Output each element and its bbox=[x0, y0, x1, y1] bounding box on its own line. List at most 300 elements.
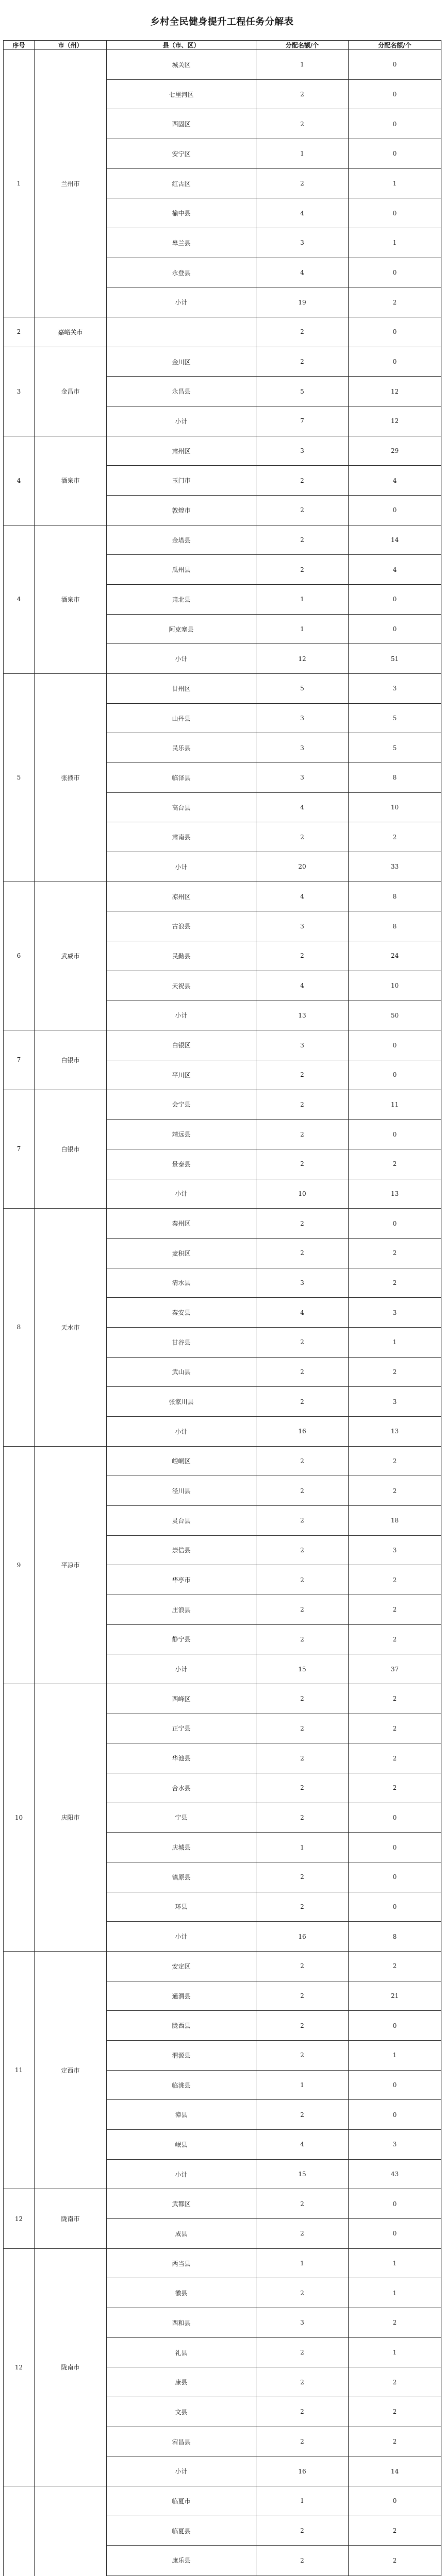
row-alloc-b: 5 bbox=[349, 703, 441, 733]
table-row bbox=[4, 1952, 441, 1981]
row-no: 9 bbox=[4, 1446, 35, 1684]
table-row bbox=[4, 1090, 441, 1120]
row-alloc-a: 2 bbox=[256, 2100, 349, 2130]
row-alloc-a: 1 bbox=[256, 614, 349, 644]
row-county: 礼县 bbox=[107, 2337, 256, 2367]
row-alloc-b: 24 bbox=[349, 941, 441, 971]
row-alloc-a: 2 bbox=[256, 2041, 349, 2071]
row-alloc-b: 3 bbox=[349, 1535, 441, 1565]
row-alloc-b: 0 bbox=[349, 1803, 441, 1833]
row-alloc-a: 2 bbox=[256, 941, 349, 971]
row-alloc-a: 16 bbox=[256, 2456, 349, 2486]
row-city: 天水市 bbox=[35, 1209, 107, 1446]
row-alloc-a: 2 bbox=[256, 1684, 349, 1714]
header-county: 县（市、区） bbox=[107, 41, 256, 50]
table-row bbox=[4, 1030, 441, 1060]
row-county: 清水县 bbox=[107, 1268, 256, 1298]
row-county: 瓜州县 bbox=[107, 555, 256, 585]
row-alloc-a: 2 bbox=[256, 2219, 349, 2249]
row-alloc-a: 1 bbox=[256, 2248, 349, 2278]
row-alloc-a: 5 bbox=[256, 377, 349, 406]
row-county: 红古区 bbox=[107, 168, 256, 198]
row-alloc-a: 2 bbox=[256, 1505, 349, 1535]
row-alloc-a: 2 bbox=[256, 1535, 349, 1565]
row-county: 徽县 bbox=[107, 2278, 256, 2308]
row-county: 临泽县 bbox=[107, 763, 256, 793]
row-alloc-a: 3 bbox=[256, 2308, 349, 2338]
row-alloc-b: 8 bbox=[349, 882, 441, 911]
row-county: 高台县 bbox=[107, 792, 256, 822]
row-county: 小计 bbox=[107, 852, 256, 882]
row-alloc-a: 2 bbox=[256, 1327, 349, 1357]
row-alloc-b: 1 bbox=[349, 2337, 441, 2367]
row-alloc-a: 13 bbox=[256, 1001, 349, 1030]
row-alloc-b: 4 bbox=[349, 466, 441, 496]
row-county: 漳县 bbox=[107, 2100, 256, 2130]
row-no: 3 bbox=[4, 347, 35, 436]
row-county: 靖远县 bbox=[107, 1120, 256, 1149]
table-row bbox=[4, 1209, 441, 1239]
row-county: 文县 bbox=[107, 2397, 256, 2427]
table-row bbox=[4, 1446, 441, 1476]
row-county: 环县 bbox=[107, 1892, 256, 1922]
row-alloc-b: 1 bbox=[349, 2278, 441, 2308]
allocation-table bbox=[3, 40, 441, 2576]
table-row bbox=[4, 2189, 441, 2219]
row-alloc-a: 2 bbox=[256, 1595, 349, 1624]
table-row bbox=[4, 2248, 441, 2278]
row-no: 10 bbox=[4, 1684, 35, 1951]
row-no: 6 bbox=[4, 882, 35, 1030]
row-county: 小计 bbox=[107, 1179, 256, 1209]
row-alloc-b: 8 bbox=[349, 763, 441, 793]
row-county: 康县 bbox=[107, 2367, 256, 2397]
row-county bbox=[107, 317, 256, 347]
row-alloc-a: 20 bbox=[256, 852, 349, 882]
row-alloc-a: 2 bbox=[256, 555, 349, 585]
row-alloc-a: 2 bbox=[256, 1803, 349, 1833]
row-county: 城关区 bbox=[107, 50, 256, 80]
row-alloc-a: 2 bbox=[256, 2278, 349, 2308]
row-alloc-a: 4 bbox=[256, 258, 349, 287]
row-no: 7 bbox=[4, 1030, 35, 1090]
row-county: 正宁县 bbox=[107, 1714, 256, 1743]
row-alloc-b: 0 bbox=[349, 139, 441, 169]
table-row bbox=[4, 2486, 441, 2516]
row-alloc-b: 0 bbox=[349, 1833, 441, 1862]
row-alloc-b: 11 bbox=[349, 1090, 441, 1120]
row-alloc-b: 0 bbox=[349, 109, 441, 139]
row-alloc-a: 19 bbox=[256, 287, 349, 317]
row-no: 4 bbox=[4, 525, 35, 673]
row-alloc-a: 16 bbox=[256, 1922, 349, 1952]
row-alloc-a: 4 bbox=[256, 882, 349, 911]
row-county: 小计 bbox=[107, 2456, 256, 2486]
row-alloc-b: 0 bbox=[349, 1120, 441, 1149]
row-alloc-b: 2 bbox=[349, 2308, 441, 2338]
row-alloc-a: 3 bbox=[256, 763, 349, 793]
row-county: 榆中县 bbox=[107, 198, 256, 228]
row-alloc-b: 2 bbox=[349, 822, 441, 852]
row-alloc-b: 2 bbox=[349, 1624, 441, 1654]
row-alloc-a: 2 bbox=[256, 1090, 349, 1120]
row-county: 两当县 bbox=[107, 2248, 256, 2278]
row-alloc-b: 10 bbox=[349, 971, 441, 1001]
row-alloc-b: 3 bbox=[349, 1298, 441, 1328]
row-alloc-b: 2 bbox=[349, 1357, 441, 1387]
row-alloc-a: 2 bbox=[256, 2337, 349, 2367]
row-alloc-b: 1 bbox=[349, 2041, 441, 2071]
table-row bbox=[4, 347, 441, 377]
row-county: 张家川县 bbox=[107, 1387, 256, 1417]
row-alloc-a: 2 bbox=[256, 1862, 349, 1892]
row-county: 岷县 bbox=[107, 2130, 256, 2160]
row-alloc-a: 3 bbox=[256, 911, 349, 941]
row-alloc-a: 1 bbox=[256, 1833, 349, 1862]
row-county: 安宁区 bbox=[107, 139, 256, 169]
row-county: 宕昌县 bbox=[107, 2427, 256, 2456]
row-county: 成县 bbox=[107, 2219, 256, 2249]
row-alloc-a: 2 bbox=[256, 2189, 349, 2219]
row-alloc-b: 2 bbox=[349, 1714, 441, 1743]
row-alloc-a: 12 bbox=[256, 644, 349, 674]
row-alloc-b: 0 bbox=[349, 2189, 441, 2219]
page-title: 乡村全民健身提升工程任务分解表 bbox=[150, 16, 294, 27]
row-no: 4 bbox=[4, 436, 35, 525]
row-county: 静宁县 bbox=[107, 1624, 256, 1654]
table-row bbox=[4, 674, 441, 704]
row-alloc-a: 4 bbox=[256, 198, 349, 228]
row-alloc-a: 15 bbox=[256, 1654, 349, 1684]
row-alloc-a: 3 bbox=[256, 1030, 349, 1060]
row-county: 民乐县 bbox=[107, 733, 256, 763]
header-row bbox=[4, 41, 441, 50]
row-county: 金塔县 bbox=[107, 525, 256, 555]
row-alloc-b: 0 bbox=[349, 1209, 441, 1239]
row-county: 临夏县 bbox=[107, 2516, 256, 2546]
row-alloc-a: 1 bbox=[256, 2486, 349, 2516]
row-alloc-b: 0 bbox=[349, 585, 441, 615]
row-alloc-a: 16 bbox=[256, 1416, 349, 1446]
row-alloc-b: 2 bbox=[349, 2397, 441, 2427]
row-alloc-b: 0 bbox=[349, 198, 441, 228]
table-head bbox=[4, 41, 441, 50]
row-county: 崇信县 bbox=[107, 1535, 256, 1565]
row-alloc-b: 50 bbox=[349, 1001, 441, 1030]
row-county: 金川区 bbox=[107, 347, 256, 377]
row-alloc-a: 2 bbox=[256, 2397, 349, 2427]
row-alloc-b: 1 bbox=[349, 1327, 441, 1357]
row-alloc-a: 2 bbox=[256, 1238, 349, 1268]
row-alloc-a: 1 bbox=[256, 585, 349, 615]
row-county: 景泰县 bbox=[107, 1149, 256, 1179]
row-alloc-a: 4 bbox=[256, 971, 349, 1001]
row-county: 小计 bbox=[107, 287, 256, 317]
row-alloc-b: 10 bbox=[349, 792, 441, 822]
row-no bbox=[4, 2486, 35, 2576]
row-city: 酒泉市 bbox=[35, 525, 107, 673]
row-alloc-b: 2 bbox=[349, 1684, 441, 1714]
row-alloc-a: 2 bbox=[256, 2427, 349, 2456]
row-alloc-b: 0 bbox=[349, 50, 441, 80]
row-city: 兰州市 bbox=[35, 50, 107, 317]
row-county: 武都区 bbox=[107, 2189, 256, 2219]
row-alloc-b: 1 bbox=[349, 168, 441, 198]
row-alloc-a: 2 bbox=[256, 496, 349, 526]
row-county: 白银区 bbox=[107, 1030, 256, 1060]
row-alloc-a: 2 bbox=[256, 347, 349, 377]
row-alloc-b: 21 bbox=[349, 1981, 441, 2011]
row-county: 通渭县 bbox=[107, 1981, 256, 2011]
row-city: 陇南市 bbox=[35, 2248, 107, 2486]
row-alloc-b: 37 bbox=[349, 1654, 441, 1684]
row-alloc-a: 2 bbox=[256, 1714, 349, 1743]
row-alloc-b: 13 bbox=[349, 1179, 441, 1209]
row-county: 甘谷县 bbox=[107, 1327, 256, 1357]
row-alloc-a: 4 bbox=[256, 1298, 349, 1328]
row-alloc-a: 2 bbox=[256, 1773, 349, 1803]
row-city bbox=[35, 2486, 107, 2576]
row-alloc-b: 13 bbox=[349, 1416, 441, 1446]
row-alloc-a: 1 bbox=[256, 50, 349, 80]
row-alloc-b: 2 bbox=[349, 1565, 441, 1595]
header-no: 序号 bbox=[4, 41, 35, 50]
row-alloc-a: 2 bbox=[256, 1743, 349, 1773]
row-alloc-a: 4 bbox=[256, 2130, 349, 2160]
row-alloc-b: 0 bbox=[349, 258, 441, 287]
row-alloc-a: 3 bbox=[256, 703, 349, 733]
row-alloc-a: 2 bbox=[256, 1892, 349, 1922]
row-alloc-a: 2 bbox=[256, 1476, 349, 1506]
row-alloc-a: 2 bbox=[256, 1446, 349, 1476]
row-county: 永昌县 bbox=[107, 377, 256, 406]
table-row bbox=[4, 882, 441, 911]
row-county: 华池县 bbox=[107, 1743, 256, 1773]
row-city: 白银市 bbox=[35, 1030, 107, 1090]
row-county: 陇西县 bbox=[107, 2011, 256, 2041]
table-row bbox=[4, 50, 441, 80]
row-alloc-b: 0 bbox=[349, 317, 441, 347]
row-alloc-b: 0 bbox=[349, 2100, 441, 2130]
row-alloc-a: 2 bbox=[256, 1565, 349, 1595]
row-alloc-b: 3 bbox=[349, 2130, 441, 2160]
row-county: 合水县 bbox=[107, 1773, 256, 1803]
row-alloc-b: 0 bbox=[349, 1030, 441, 1060]
row-county: 会宁县 bbox=[107, 1090, 256, 1120]
row-alloc-b: 0 bbox=[349, 1060, 441, 1090]
row-alloc-b: 2 bbox=[349, 1446, 441, 1476]
header-alloc-b: 分配名额/个 bbox=[349, 41, 441, 50]
row-alloc-b: 0 bbox=[349, 2070, 441, 2100]
row-city: 酒泉市 bbox=[35, 436, 107, 525]
row-county: 小计 bbox=[107, 1654, 256, 1684]
row-no: 12 bbox=[4, 2189, 35, 2248]
row-alloc-a: 2 bbox=[256, 1060, 349, 1090]
row-county: 肃北县 bbox=[107, 585, 256, 615]
row-alloc-b: 2 bbox=[349, 1595, 441, 1624]
row-county: 小计 bbox=[107, 644, 256, 674]
row-alloc-a: 3 bbox=[256, 228, 349, 258]
row-alloc-b: 0 bbox=[349, 496, 441, 526]
row-alloc-b: 4 bbox=[349, 555, 441, 585]
row-alloc-b: 2 bbox=[349, 2546, 441, 2575]
row-county: 庄浪县 bbox=[107, 1595, 256, 1624]
row-alloc-a: 2 bbox=[256, 466, 349, 496]
table-row bbox=[4, 317, 441, 347]
row-county: 凉州区 bbox=[107, 882, 256, 911]
header-alloc-a: 分配名额/个 bbox=[256, 41, 349, 50]
row-county: 临洮县 bbox=[107, 2070, 256, 2100]
row-alloc-b: 2 bbox=[349, 2427, 441, 2456]
row-alloc-a: 2 bbox=[256, 109, 349, 139]
row-no: 2 bbox=[4, 317, 35, 347]
row-alloc-b: 12 bbox=[349, 406, 441, 436]
row-alloc-a: 2 bbox=[256, 168, 349, 198]
row-county: 西和县 bbox=[107, 2308, 256, 2338]
row-alloc-b: 0 bbox=[349, 79, 441, 109]
row-alloc-b: 12 bbox=[349, 377, 441, 406]
row-county: 武山县 bbox=[107, 1357, 256, 1387]
header-city: 市（州） bbox=[35, 41, 107, 50]
row-alloc-b: 0 bbox=[349, 1892, 441, 1922]
row-alloc-a: 3 bbox=[256, 1268, 349, 1298]
row-alloc-b: 0 bbox=[349, 614, 441, 644]
row-alloc-a: 2 bbox=[256, 1624, 349, 1654]
row-no: 5 bbox=[4, 674, 35, 882]
row-county: 小计 bbox=[107, 1416, 256, 1446]
row-county: 安定区 bbox=[107, 1952, 256, 1981]
row-county: 小计 bbox=[107, 1001, 256, 1030]
row-county: 泾川县 bbox=[107, 1476, 256, 1506]
row-alloc-b: 18 bbox=[349, 1505, 441, 1535]
row-county: 秦安县 bbox=[107, 1298, 256, 1328]
row-no: 7 bbox=[4, 1090, 35, 1209]
row-city: 陇南市 bbox=[35, 2189, 107, 2248]
row-city: 武威市 bbox=[35, 882, 107, 1030]
row-county: 华亭市 bbox=[107, 1565, 256, 1595]
allocation-table-wrap bbox=[3, 40, 441, 2576]
row-alloc-a: 15 bbox=[256, 2159, 349, 2189]
row-city: 庆阳市 bbox=[35, 1684, 107, 1951]
table-row bbox=[4, 1684, 441, 1714]
row-alloc-a: 4 bbox=[256, 792, 349, 822]
row-alloc-a: 2 bbox=[256, 822, 349, 852]
row-alloc-b: 51 bbox=[349, 644, 441, 674]
row-no: 11 bbox=[4, 1952, 35, 2189]
row-county: 平川区 bbox=[107, 1060, 256, 1090]
row-county: 敦煌市 bbox=[107, 496, 256, 526]
row-county: 甘州区 bbox=[107, 674, 256, 704]
row-alloc-a: 2 bbox=[256, 1981, 349, 2011]
row-county: 临夏市 bbox=[107, 2486, 256, 2516]
row-county: 阿克塞县 bbox=[107, 614, 256, 644]
row-county: 康乐县 bbox=[107, 2546, 256, 2575]
row-county: 西固区 bbox=[107, 109, 256, 139]
row-city: 平凉市 bbox=[35, 1446, 107, 1684]
row-county: 秦州区 bbox=[107, 1209, 256, 1239]
row-alloc-b: 43 bbox=[349, 2159, 441, 2189]
row-alloc-a: 2 bbox=[256, 317, 349, 347]
row-alloc-b: 33 bbox=[349, 852, 441, 882]
row-alloc-b: 0 bbox=[349, 1862, 441, 1892]
row-county: 七里河区 bbox=[107, 79, 256, 109]
row-alloc-b: 2 bbox=[349, 287, 441, 317]
row-county: 小计 bbox=[107, 1922, 256, 1952]
row-alloc-a: 5 bbox=[256, 674, 349, 704]
row-alloc-b: 0 bbox=[349, 2011, 441, 2041]
row-county: 崆峒区 bbox=[107, 1446, 256, 1476]
row-alloc-b: 1 bbox=[349, 228, 441, 258]
row-alloc-a: 2 bbox=[256, 79, 349, 109]
row-alloc-a: 10 bbox=[256, 1179, 349, 1209]
row-county: 古浪县 bbox=[107, 911, 256, 941]
row-alloc-b: 2 bbox=[349, 1268, 441, 1298]
row-alloc-b: 2 bbox=[349, 1743, 441, 1773]
row-county: 玉门市 bbox=[107, 466, 256, 496]
row-alloc-b: 2 bbox=[349, 1476, 441, 1506]
row-alloc-a: 3 bbox=[256, 733, 349, 763]
row-alloc-b: 14 bbox=[349, 525, 441, 555]
row-county: 小计 bbox=[107, 406, 256, 436]
row-county: 灵台县 bbox=[107, 1505, 256, 1535]
row-alloc-b: 2 bbox=[349, 1149, 441, 1179]
row-county: 小计 bbox=[107, 2159, 256, 2189]
row-alloc-b: 8 bbox=[349, 911, 441, 941]
row-county: 宁县 bbox=[107, 1803, 256, 1833]
row-alloc-a: 7 bbox=[256, 406, 349, 436]
row-alloc-a: 2 bbox=[256, 1387, 349, 1417]
row-alloc-b: 2 bbox=[349, 1773, 441, 1803]
row-alloc-b: 2 bbox=[349, 1238, 441, 1268]
row-city: 定西市 bbox=[35, 1952, 107, 2189]
row-county: 庆城县 bbox=[107, 1833, 256, 1862]
table-body bbox=[4, 50, 441, 2576]
row-alloc-a: 1 bbox=[256, 139, 349, 169]
row-no: 12 bbox=[4, 2248, 35, 2486]
row-county: 渭源县 bbox=[107, 2041, 256, 2071]
row-alloc-a: 2 bbox=[256, 1120, 349, 1149]
row-alloc-b: 2 bbox=[349, 2516, 441, 2546]
row-alloc-b: 1 bbox=[349, 2248, 441, 2278]
row-alloc-a: 2 bbox=[256, 1952, 349, 1981]
row-alloc-b: 2 bbox=[349, 1952, 441, 1981]
row-alloc-a: 2 bbox=[256, 1149, 349, 1179]
row-no: 1 bbox=[4, 50, 35, 317]
row-alloc-b: 0 bbox=[349, 347, 441, 377]
row-alloc-a: 2 bbox=[256, 1209, 349, 1239]
row-alloc-a: 2 bbox=[256, 525, 349, 555]
row-city: 张掖市 bbox=[35, 674, 107, 882]
row-alloc-b: 2 bbox=[349, 2367, 441, 2397]
row-alloc-b: 3 bbox=[349, 674, 441, 704]
row-alloc-b: 0 bbox=[349, 2486, 441, 2516]
row-alloc-a: 1 bbox=[256, 2070, 349, 2100]
row-alloc-a: 2 bbox=[256, 2367, 349, 2397]
row-alloc-b: 0 bbox=[349, 2219, 441, 2249]
row-county: 镇原县 bbox=[107, 1862, 256, 1892]
row-no: 8 bbox=[4, 1209, 35, 1446]
row-alloc-a: 3 bbox=[256, 436, 349, 466]
row-county: 天祝县 bbox=[107, 971, 256, 1001]
row-city: 金昌市 bbox=[35, 347, 107, 436]
row-city: 白银市 bbox=[35, 1090, 107, 1209]
table-row bbox=[4, 436, 441, 466]
row-alloc-a: 2 bbox=[256, 1357, 349, 1387]
row-alloc-b: 5 bbox=[349, 733, 441, 763]
row-alloc-b: 29 bbox=[349, 436, 441, 466]
row-alloc-a: 2 bbox=[256, 2011, 349, 2041]
row-county: 西峰区 bbox=[107, 1684, 256, 1714]
